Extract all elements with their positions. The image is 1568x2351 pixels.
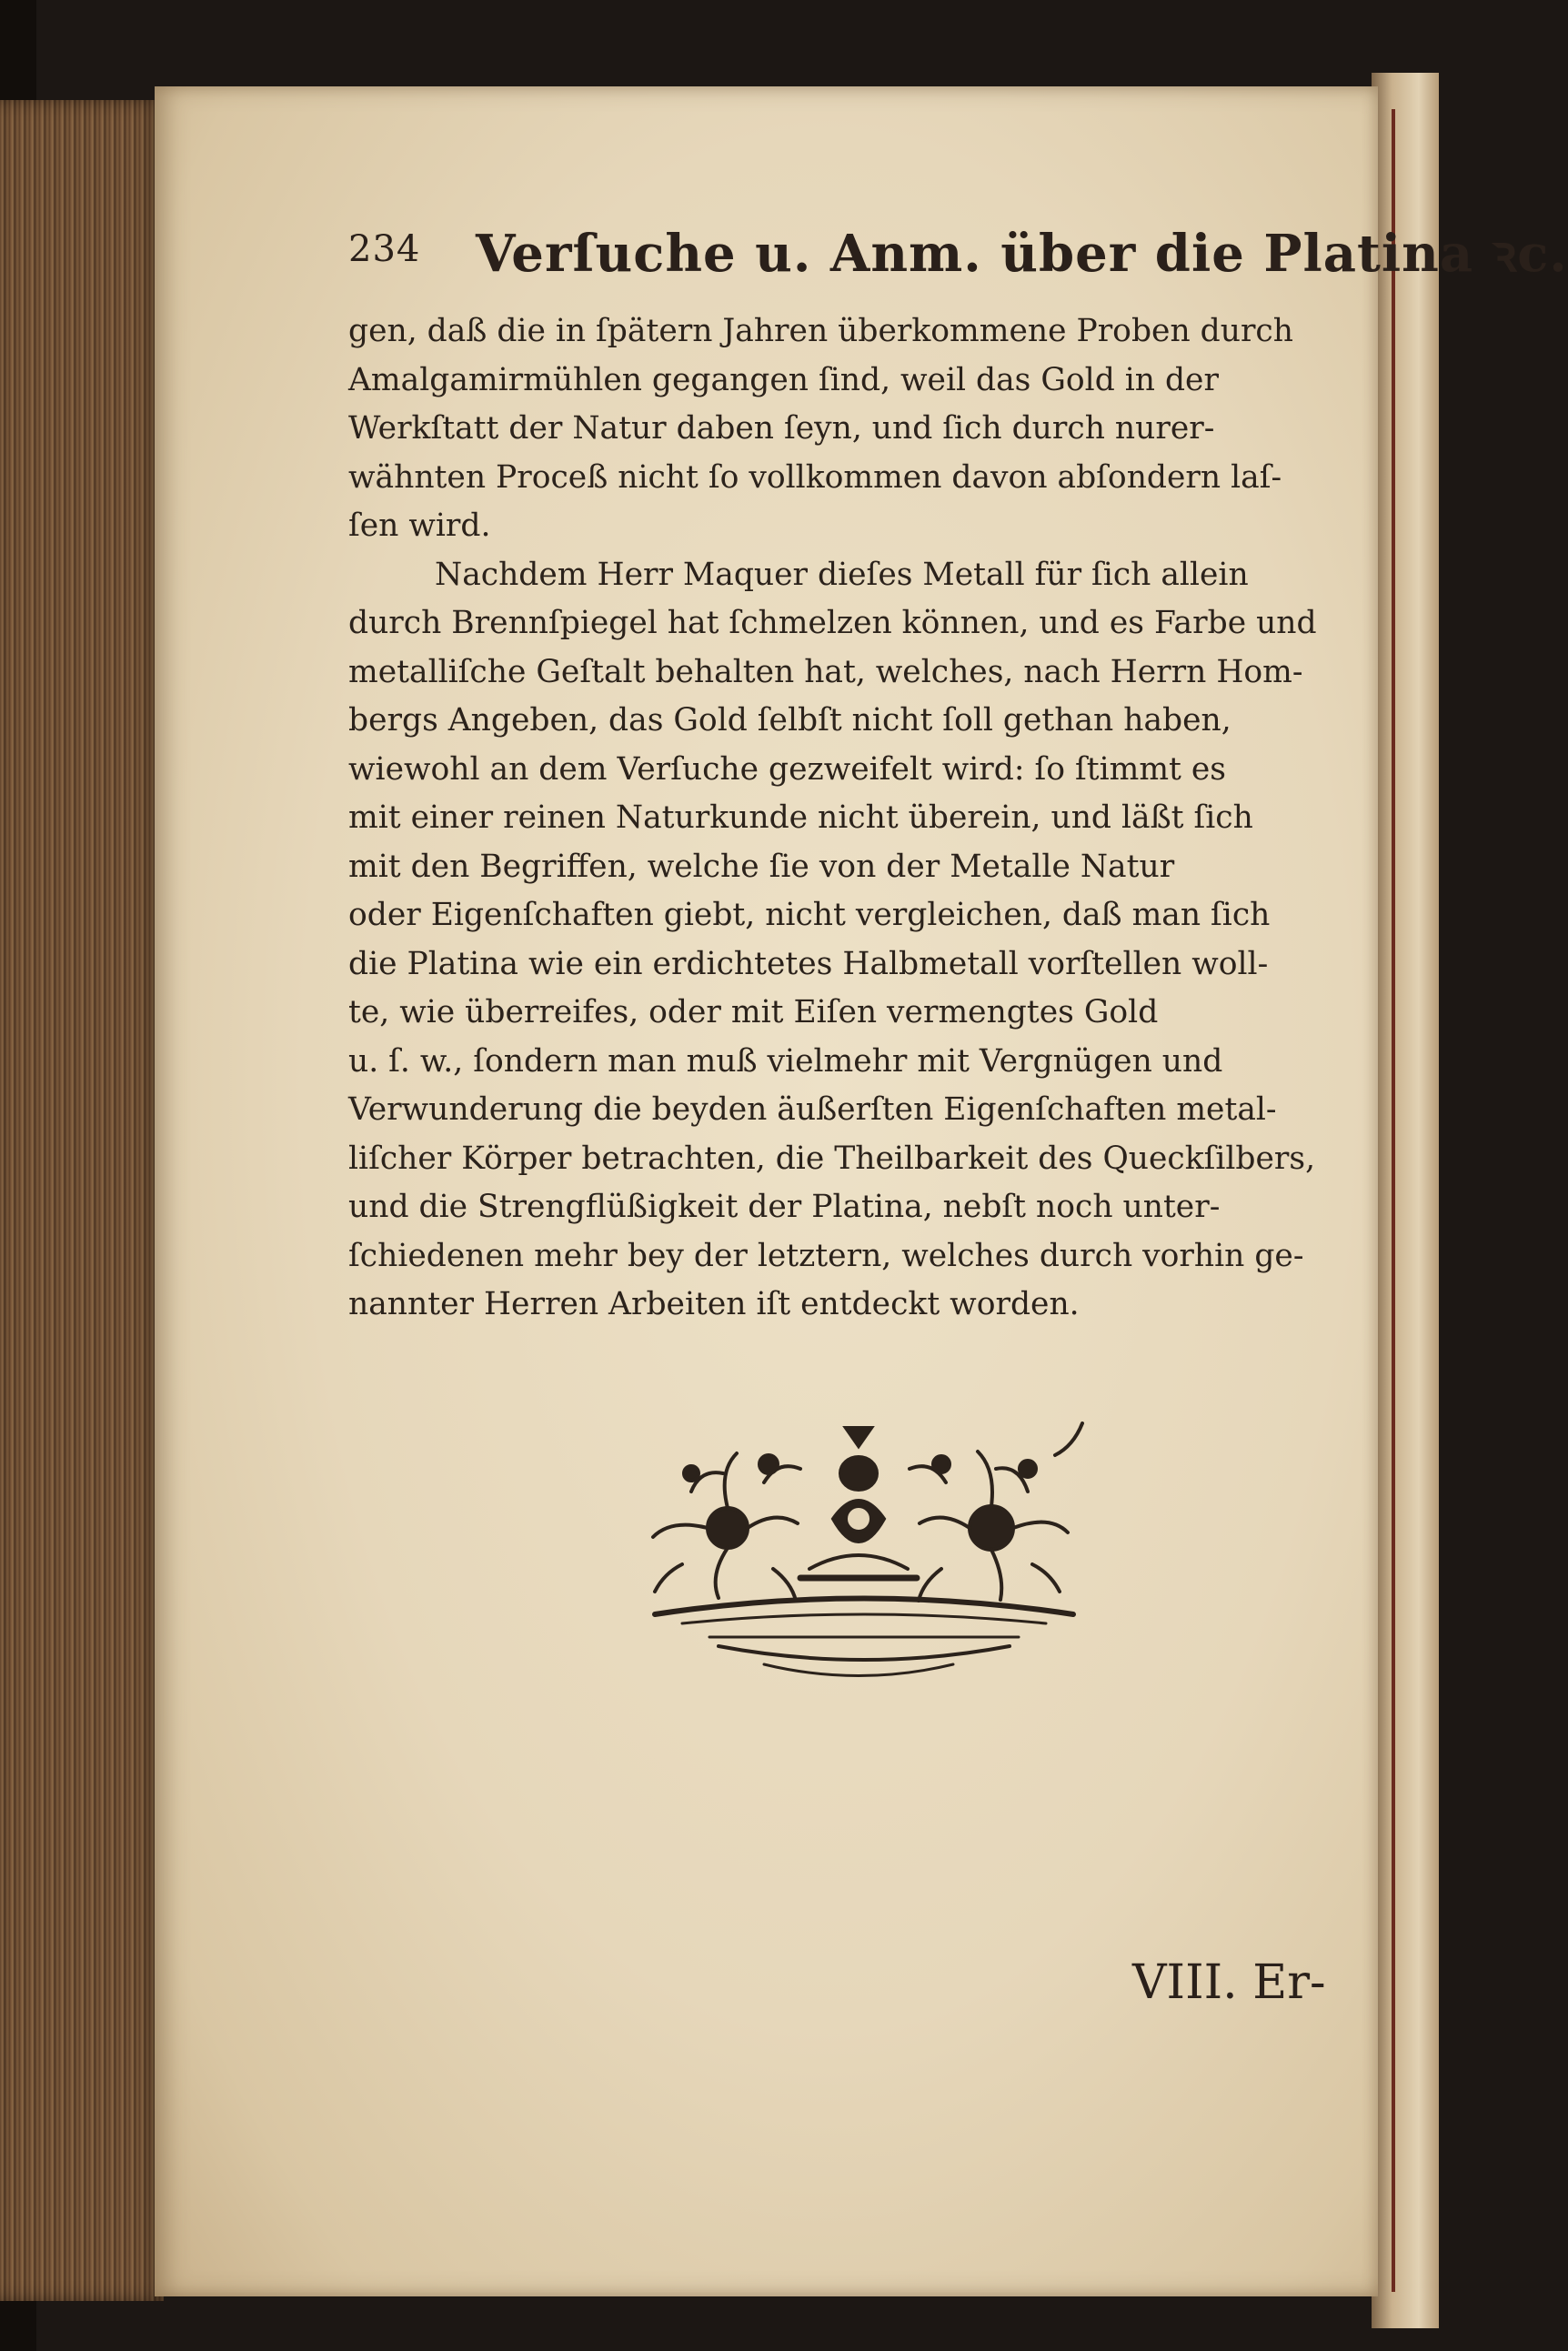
text-line: u. ſ. w., ſondern man muß vielmehr mit Vergnügen und [348, 1042, 1223, 1080]
floral-vignette-ornament-icon [628, 1419, 1337, 1728]
text-line: nannter Herren Arbeiten iſt entdeckt worden. [348, 1286, 1080, 1322]
text-line: liſcher Körper betrachten, die Theilbarkeit des Queckſilbers, [348, 1140, 1316, 1177]
text-line: wähnten Proceß nicht ſo vollkommen davon abſondern laſ- [348, 458, 1282, 496]
text-line: metalliſche Geſtalt behalten hat, welches, nach Herrn Hom- [348, 653, 1303, 690]
text-line: oder Eigenſchaften giebt, nicht vergleichen, daß man ſich [348, 897, 1271, 933]
text-line: te, wie überreifes, oder mit Eiſen vermengtes Gold [348, 994, 1159, 1030]
body-text [348, 307, 1326, 1330]
text-line: mit den Begriffen, welche ſie von der Metalle Natur [348, 848, 1175, 885]
text-line: Verwunderung die beyden äußerſten Eigenſchaften metal- [348, 1091, 1277, 1128]
adjacent-page-edge [1372, 73, 1439, 2328]
text-line: ſchiedenen mehr bey der letztern, welches durch vorhin ge- [348, 1237, 1304, 1274]
running-head: Verſuche u. Anm. über die Platina ꝛc. [476, 224, 1568, 284]
text-line: Werkſtatt der Natur daben ſeyn, und ſich durch nurer- [348, 410, 1215, 447]
text-line: ſen wird. [348, 507, 491, 544]
page-number: 234 [348, 228, 421, 270]
text-line: mit einer reinen Naturkunde nicht überein, und läßt ſich [348, 799, 1253, 836]
page-stack-edge [0, 100, 164, 2301]
text-line: die Platina wie ein erdichtetes Halbmetall vorſtellen woll- [348, 945, 1269, 982]
text-line: Nachdem Herr Maquer dieſes Metall für ſich allein [435, 556, 1249, 593]
text-line: gen, daß die in ſpätern Jahren überkommene Proben durch [348, 313, 1293, 349]
page-header [348, 221, 1568, 285]
red-page-border [1392, 109, 1395, 2292]
text-line: durch Brennſpiegel hat ſchmelzen können, und es Farbe und [348, 605, 1317, 641]
text-line: Amalgamirmühlen gegangen ſind, weil das Gold in der [348, 361, 1219, 398]
catchword: VIII. Er- [1132, 1955, 1326, 2010]
text-line: bergs Angeben, das Gold ſelbſt nicht ſoll gethan haben, [348, 702, 1231, 738]
text-line: wiewohl an dem Verſuche gezweifelt wird: ſo ſtimmt es [348, 750, 1227, 788]
text-line: und die Strengflüßigkeit der Platina, nebſt noch unter- [348, 1189, 1221, 1225]
